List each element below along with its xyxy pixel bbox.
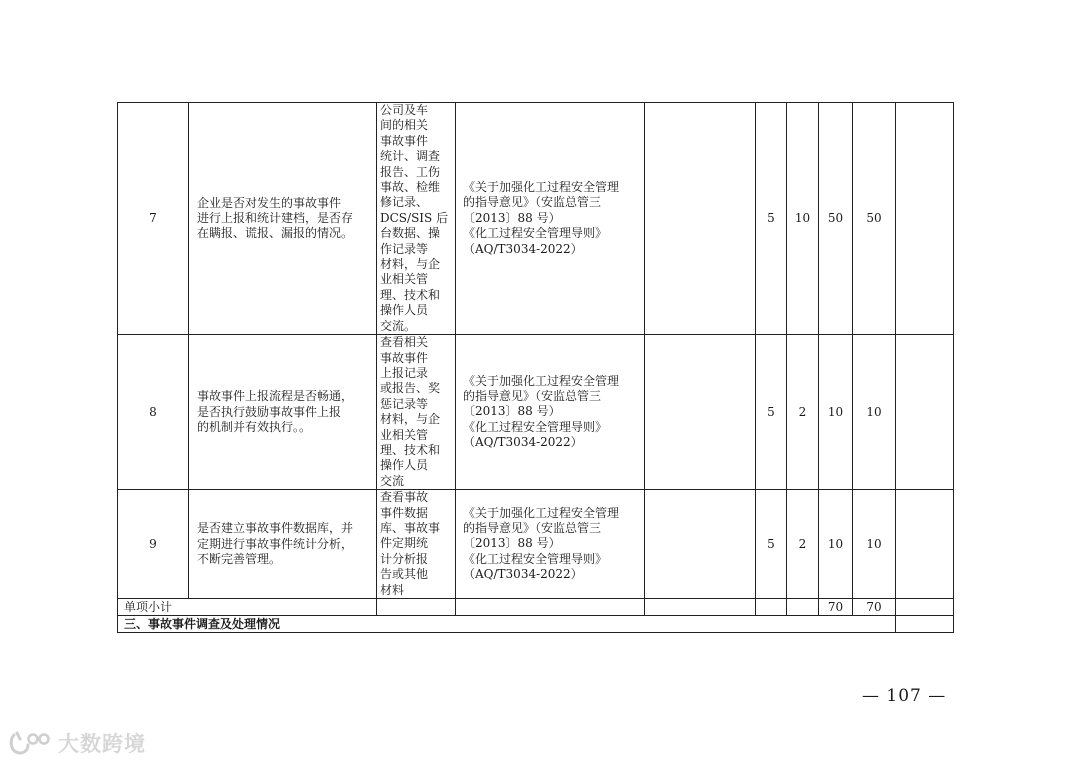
check-method-line: 件定期统 [380, 536, 429, 551]
check-method-line: 业相关管 [380, 272, 429, 287]
check-method-line: 理、技术和 [380, 442, 441, 457]
table-row [118, 103, 954, 335]
check-method-line: 间的相关 [380, 118, 429, 133]
check-method-cell [377, 490, 456, 599]
score-cell: 50 [853, 103, 896, 335]
check-method-line: 台数据、操 [380, 226, 441, 241]
check-method-line: 告或其他 [380, 567, 429, 582]
score-cell: 10 [819, 490, 853, 599]
check-method-line: 惩记录等 [380, 396, 429, 411]
watermark-text: 大数跨境 [58, 732, 146, 756]
score-cell: 2 [787, 490, 819, 599]
basis-cell [456, 103, 645, 335]
score-cell: 10 [853, 490, 896, 599]
check-method-line: 报告、工伤 [380, 164, 441, 179]
subtotal-row [118, 599, 954, 616]
check-method-line: 事故事件 [380, 133, 429, 148]
basis-line: 〔2013〕88 号） [463, 210, 561, 225]
blank-cell [645, 103, 756, 335]
blank-cell [377, 599, 456, 616]
check-method-cell [377, 103, 456, 335]
remarks-cell [896, 335, 954, 490]
check-method-line: 或报告、奖 [380, 381, 441, 396]
blank-cell [645, 599, 756, 616]
basis-line: 《关于加强化工过程安全管理 [463, 505, 620, 520]
item-number-cell: 7 [118, 103, 189, 335]
check-method-cell [377, 335, 456, 490]
check-method-line: DCS/SIS 后 [380, 210, 449, 225]
check-method-line: 业相关管 [380, 427, 429, 442]
check-method-line: 库、事故事 [380, 521, 441, 536]
basis-line: 《关于加强化工过程安全管理 [463, 180, 620, 195]
check-item-cell [189, 335, 377, 490]
item-number-cell: 9 [118, 490, 189, 599]
check-method-line: 材料，与企 [380, 257, 441, 272]
check-item-line: 不断完善管理。 [197, 551, 282, 566]
subtotal-score-cell: 70 [853, 599, 896, 616]
score-cell: 5 [756, 335, 787, 490]
check-method-line: 查看事故 [380, 490, 429, 505]
check-method-line: 公司及车 [380, 103, 429, 117]
blank-cell [645, 490, 756, 599]
basis-line: 的指导意见》（安监总管三 [463, 521, 602, 536]
check-method-line: 计分析报 [380, 551, 429, 566]
basis-line: 《化工过程安全管理导则》 [463, 551, 608, 566]
check-method-line: 作记录等 [380, 241, 429, 256]
check-item-line: 是否执行鼓励事故事件上报 [197, 404, 342, 419]
blank-cell [787, 599, 819, 616]
check-item-cell [189, 490, 377, 599]
basis-cell [456, 490, 645, 599]
table-body [118, 103, 954, 633]
basis-line: 的指导意见》（安监总管三 [463, 195, 602, 210]
score-cell: 10 [853, 335, 896, 490]
table-row [118, 335, 954, 490]
basis-line: （AQ/T3034-2022） [463, 567, 583, 582]
basis-line: （AQ/T3034-2022） [463, 435, 583, 450]
basis-line: 《化工过程安全管理导则》 [463, 419, 608, 434]
check-method-line: 上报记录 [380, 365, 429, 380]
check-method-line: 事故、检维 [380, 180, 441, 195]
check-method-line: 交流。 [380, 318, 417, 333]
section-heading: 三、事故事件调查及处理情况 [118, 616, 896, 633]
score-cell: 10 [819, 335, 853, 490]
check-item-line: 企业是否对发生的事故事件 [197, 195, 342, 210]
check-item-line: 进行上报和统计建档，是否存 [197, 210, 354, 225]
blank-cell [756, 599, 787, 616]
blank-cell [645, 335, 756, 490]
check-method-line: 材料 [380, 582, 405, 597]
check-method-line: 操作人员 [380, 303, 429, 318]
remarks-cell [896, 616, 954, 633]
blank-cell [456, 599, 645, 616]
assessment-table [117, 102, 954, 633]
check-item-line: 的机制并有效执行。。 [197, 419, 312, 434]
remarks-cell [896, 599, 954, 616]
watermark-logo-icon [8, 729, 52, 757]
page-number: — 107 — [862, 686, 947, 706]
table-row [118, 490, 954, 599]
check-method-line: 事故事件 [380, 350, 429, 365]
basis-line: （AQ/T3034-2022） [463, 241, 583, 256]
check-item-line: 定期进行事故事件统计分析， [197, 536, 354, 551]
check-method-line: 事件数据 [380, 505, 429, 520]
score-cell: 2 [787, 335, 819, 490]
remarks-cell [896, 490, 954, 599]
check-method-line: 统计、调查 [380, 149, 441, 164]
check-method-line: 材料，与企 [380, 412, 441, 427]
section-heading-row [118, 616, 954, 633]
check-item-cell [189, 103, 377, 335]
check-method-line: 理、技术和 [380, 287, 441, 302]
check-method-line: 查看相关 [380, 335, 429, 350]
basis-cell [456, 335, 645, 490]
score-cell: 50 [819, 103, 853, 335]
check-method-line: 修记录、 [380, 195, 429, 210]
basis-line: 〔2013〕88 号） [463, 536, 561, 551]
score-cell: 5 [756, 490, 787, 599]
basis-line: 〔2013〕88 号） [463, 404, 561, 419]
subtotal-label: 单项小计 [118, 599, 377, 616]
check-item-line: 事故事件上报流程是否畅通， [197, 389, 354, 404]
check-method-line: 操作人员 [380, 458, 429, 473]
item-number-cell: 8 [118, 335, 189, 490]
subtotal-score-cell: 70 [819, 599, 853, 616]
basis-line: 《关于加强化工过程安全管理 [463, 373, 620, 388]
remarks-cell [896, 103, 954, 335]
basis-line: 《化工过程安全管理导则》 [463, 226, 608, 241]
watermark [8, 726, 146, 760]
check-item-line: 是否建立事故事件数据库，并 [197, 521, 354, 536]
basis-line: 的指导意见》（安监总管三 [463, 389, 602, 404]
check-method-line: 交流 [380, 473, 405, 488]
check-item-line: 在瞒报、谎报、漏报的情况。 [197, 226, 354, 241]
score-cell: 10 [787, 103, 819, 335]
score-cell: 5 [756, 103, 787, 335]
